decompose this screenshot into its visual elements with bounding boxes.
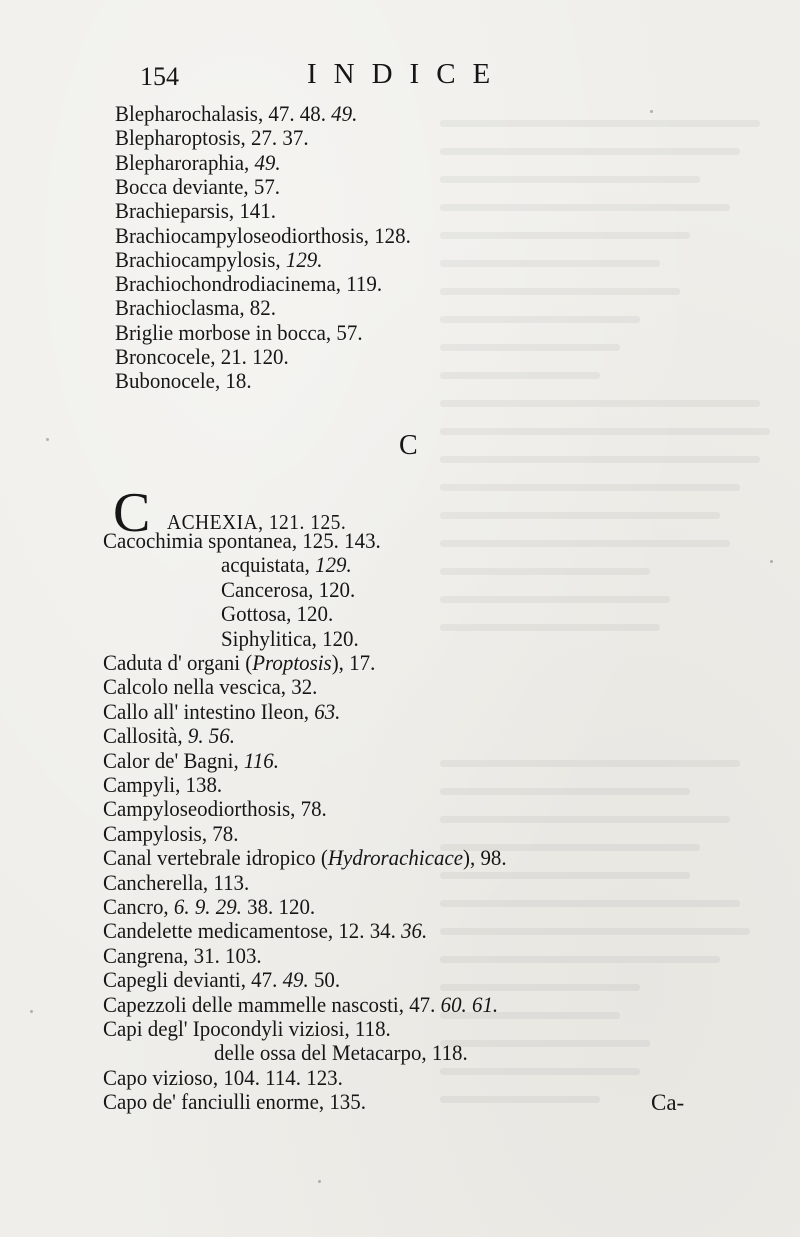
index-entry: Capegli devianti, 47. 49. 50. xyxy=(103,967,341,993)
index-entry: Brachiocampylosis, 129. xyxy=(115,246,323,272)
index-entry: Cancro, 6. 9. 29. 38. 120. xyxy=(103,894,316,919)
index-entry: Brachieparsis, 141. xyxy=(115,198,276,224)
drop-cap: C xyxy=(113,482,151,544)
index-entry: Caduta d' organi (Proptosis), 17. xyxy=(103,650,376,675)
index-entry: Cacochimia spontanea, 125. 143. xyxy=(103,528,381,553)
index-entry: Broncocele, 21. 120. xyxy=(115,344,289,369)
index-entry: Capo de' fanciulli enorme, 135. xyxy=(103,1089,366,1115)
index-entry: Bocca deviante, 57. xyxy=(115,173,281,199)
index-entry: Bubonocele, 18. xyxy=(115,368,252,394)
index-entry: Campyli, 138. xyxy=(103,772,223,797)
index-entry: Brachiocampyloseodiorthosis, 128. xyxy=(115,222,411,248)
index-entry: Briglie morbose in bocca, 57. xyxy=(115,319,363,345)
index-entry: Capezzoli delle mammelle nascosti, 47. 60. 61. xyxy=(103,991,499,1017)
index-entry: delle ossa del Metacarpo, 118. xyxy=(214,1040,468,1066)
index-entry: Blepharoptosis, 27. 37. xyxy=(115,125,309,151)
page-number: 154 xyxy=(140,62,179,91)
first-entry-text: ACHEXIA, 121. 125. xyxy=(167,510,347,534)
index-entry: Callo all' intestino Ileon, 63. xyxy=(103,698,341,724)
index-entry: Cancerosa, 120. xyxy=(221,576,356,602)
index-entry: Capi degl' Ipocondyli viziosi, 118. xyxy=(103,1016,391,1041)
index-entry: Brachioclasma, 82. xyxy=(115,295,276,321)
catchword: Ca- xyxy=(651,1090,685,1115)
index-entry: Calor de' Bagni, 116. xyxy=(103,747,280,773)
index-entry: Blepharoraphia, 49. xyxy=(115,149,281,175)
index-entry: Calcolo nella vescica, 32. xyxy=(103,674,318,700)
index-entry: Cangrena, 31. 103. xyxy=(103,942,262,968)
index-entry: Siphylitica, 120. xyxy=(221,625,359,651)
index-entry: Blepharochalasis, 47. 48. 49. xyxy=(115,101,358,126)
index-entry: acquistata, 129. xyxy=(221,552,352,578)
index-entry: Brachiochondrodiacinema, 119. xyxy=(115,271,383,297)
index-entry: Callosità, 9. 56. xyxy=(103,723,235,749)
page-title: INDICE xyxy=(307,58,508,90)
section-heading: C xyxy=(399,430,418,461)
index-entry: Candelette medicamentose, 12. 34. 36. xyxy=(103,918,428,944)
index-entry: Cancherella, 113. xyxy=(103,869,250,895)
index-entry: Canal vertebrale idropico (Hydrorachicace), 98. xyxy=(103,845,507,871)
index-entry: Campylosis, 78. xyxy=(103,820,239,846)
index-entry: Campyloseodiorthosis, 78. xyxy=(103,796,327,822)
index-entry: Gottosa, 120. xyxy=(221,601,334,627)
index-entry: Capo vizioso, 104. 114. 123. xyxy=(103,1064,343,1090)
